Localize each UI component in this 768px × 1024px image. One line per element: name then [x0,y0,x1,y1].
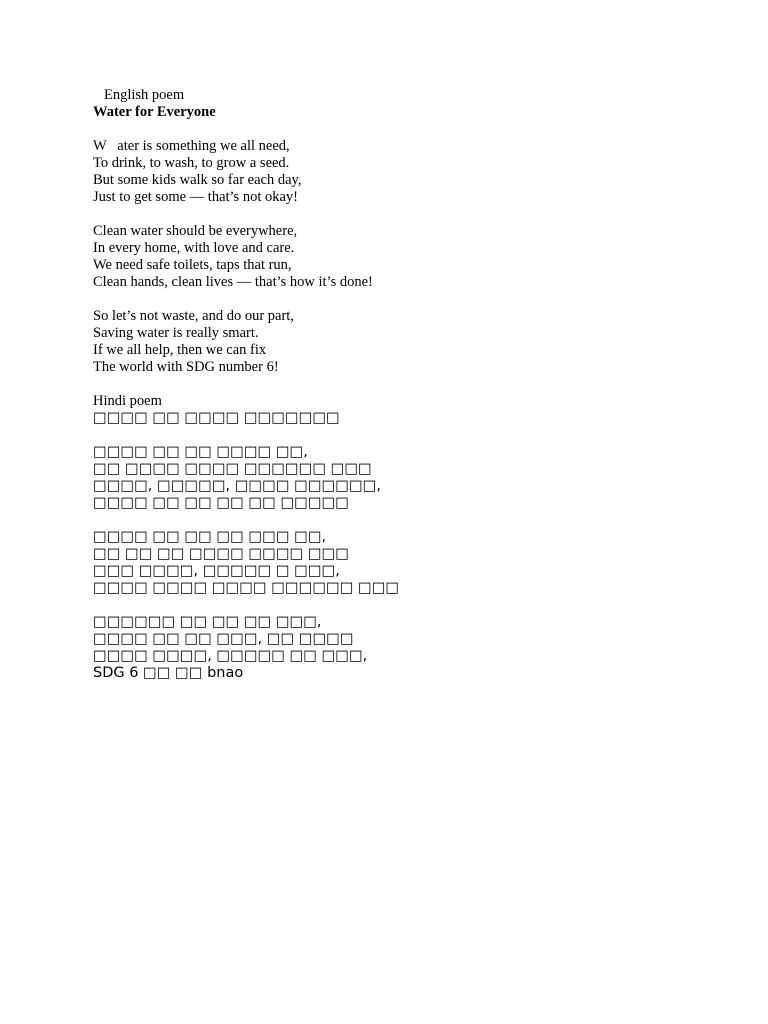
hindi-poem-heading: Hindi poem [93,393,162,409]
hindi-stanza1-line3: □□□□, □□□□□, □□□□ □□□□□□, [93,478,381,494]
english-poem-title: Water for Everyone [93,104,216,120]
hindi-stanza2-line3: □□□ □□□□, □□□□□ □ □□□, [93,563,340,579]
english-stanza3-line4: The world with SDG number 6! [93,359,279,375]
hindi-stanza2-line1: □□□□ □□ □□ □□ □□□ □□, [93,529,327,545]
hindi-last-line-suffix: bnao [207,665,244,681]
hindi-stanza3-line1: □□□□□□ □□ □□ □□ □□□, [93,614,322,630]
english-stanza2-line2: In every home, with love and care. [93,240,295,256]
hindi-stanza2-line4: □□□□ □□□□ □□□□ □□□□□□ □□□ [93,580,400,596]
hindi-stanza3-line2: □□□□ □□ □□ □□□, □□ □□□□ [93,631,354,647]
english-stanza3-line3: If we all help, then we can fix [93,342,267,358]
hindi-poem-title: □□□□ □□ □□□□ □□□□□□□ [93,410,340,426]
hindi-last-line-prefix: SDG 6 □□ □□ [93,665,208,681]
english-stanza2-line4: Clean hands, clean lives — that’s how it’s done! [93,274,373,290]
english-stanza1-line2: To drink, to wash, to grow a seed. [93,155,290,171]
hindi-stanza3-line4 [93,665,693,682]
english-stanza1-line1: W ater is something we all need, [93,138,290,154]
english-stanza2-line1: Clean water should be everywhere, [93,223,298,239]
hindi-stanza1-line4: □□□□ □□ □□ □□ □□ □□□□□ [93,495,349,511]
english-stanza1-line3: But some kids walk so far each day, [93,172,302,188]
hindi-stanza1-line1: □□□□ □□ □□ □□□□ □□, [93,444,308,460]
english-stanza2-line3: We need safe toilets, taps that run, [93,257,292,273]
hindi-stanza3-line3: □□□□ □□□□, □□□□□ □□ □□□, [93,648,368,664]
english-stanza3-line1: So let’s not waste, and do our part, [93,308,294,324]
english-poem-heading: English poem [104,87,185,103]
hindi-stanza1-line2: □□ □□□□ □□□□ □□□□□□ □□□ [93,461,372,477]
english-stanza3-line2: Saving water is really smart. [93,325,259,341]
document-page [93,87,693,682]
hindi-stanza2-line2: □□ □□ □□ □□□□ □□□□ □□□ [93,546,349,562]
english-stanza1-line4: Just to get some — that’s not okay! [93,189,298,205]
